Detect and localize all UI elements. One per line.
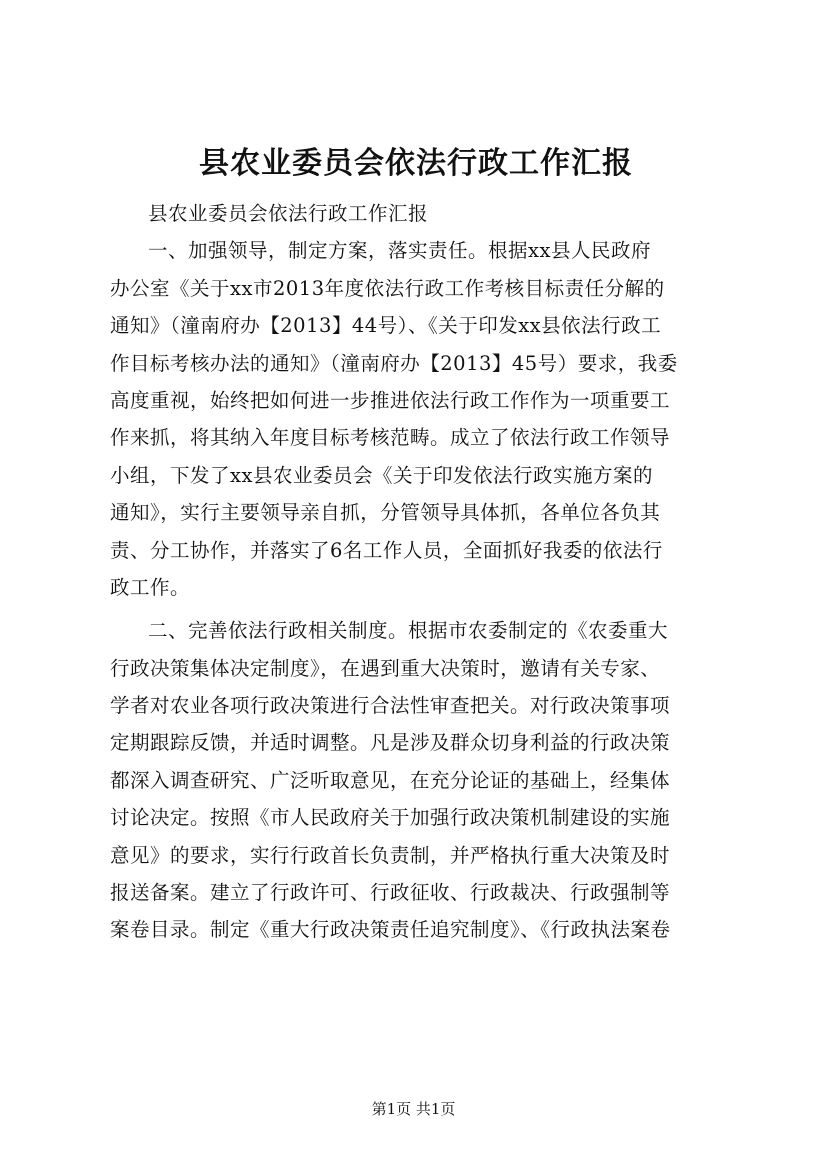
body-line: 学者对农业各项行政决策进行合法性审查把关。对行政决策事项 [110,694,671,718]
body-line: 通知》，实行主要领导亲自抓，分管领导具体抓，各单位各负其 [110,501,661,525]
body-line: 作目标考核办法的通知》（潼南府办【2013】45号）要求，我委 [110,351,678,375]
body-line-section-1-start: 一、加强领导，制定方案，落实责任。根据xx县人民政府 [148,239,651,263]
body-line: 定期跟踪反馈，并适时调整。凡是涉及群众切身利益的行政决策 [110,731,671,755]
body-line-subtitle: 县农业委员会依法行政工作汇报 [148,202,429,225]
body-line: 政工作。 [110,575,191,599]
body-line: 作来抓，将其纳入年度目标考核范畴。成立了依法行政工作领导 [110,426,671,450]
document-body [110,195,725,949]
body-line: 案卷目录。制定《重大行政决策责任追究制度》、《行政执法案卷 [110,918,671,942]
page-number-footer: 第1页 共1页 [371,1100,456,1118]
body-line: 讨论决定。按照《市人民政府关于加强行政决策机制建设的实施 [110,806,671,830]
body-line: 高度重视，始终把如何进一步推进依法行政工作作为一项重要工 [110,388,671,412]
body-line-section-2-start: 二、完善依法行政相关制度。根据市农委制定的《农委重大 [148,619,669,643]
body-line: 责、分工协作，并落实了6名工作人员，全面抓好我委的依法行 [110,538,663,562]
body-line: 行政决策集体决定制度》，在遇到重大决策时，邀请有关专家、 [110,656,661,680]
body-line: 小组，下发了xx县农业委员会《关于印发依法行政实施方案的 [110,463,653,487]
document-title: 县农业委员会依法行政工作汇报 [199,146,633,181]
body-line: 通知》（潼南府办【2013】44号）、《关于印发xx县依法行政工 [110,314,662,338]
body-line: 都深入调查研究、广泛听取意见，在充分论证的基础上，经集体 [110,768,671,792]
body-line: 办公室《关于xx市2013年度依法行政工作考核目标责任分解的 [110,276,665,300]
body-line: 意见》的要求，实行行政首长负责制，并严格执行重大决策及时 [110,843,671,867]
body-line: 报送备案。建立了行政许可、行政征收、行政裁决、行政强制等 [110,881,671,905]
